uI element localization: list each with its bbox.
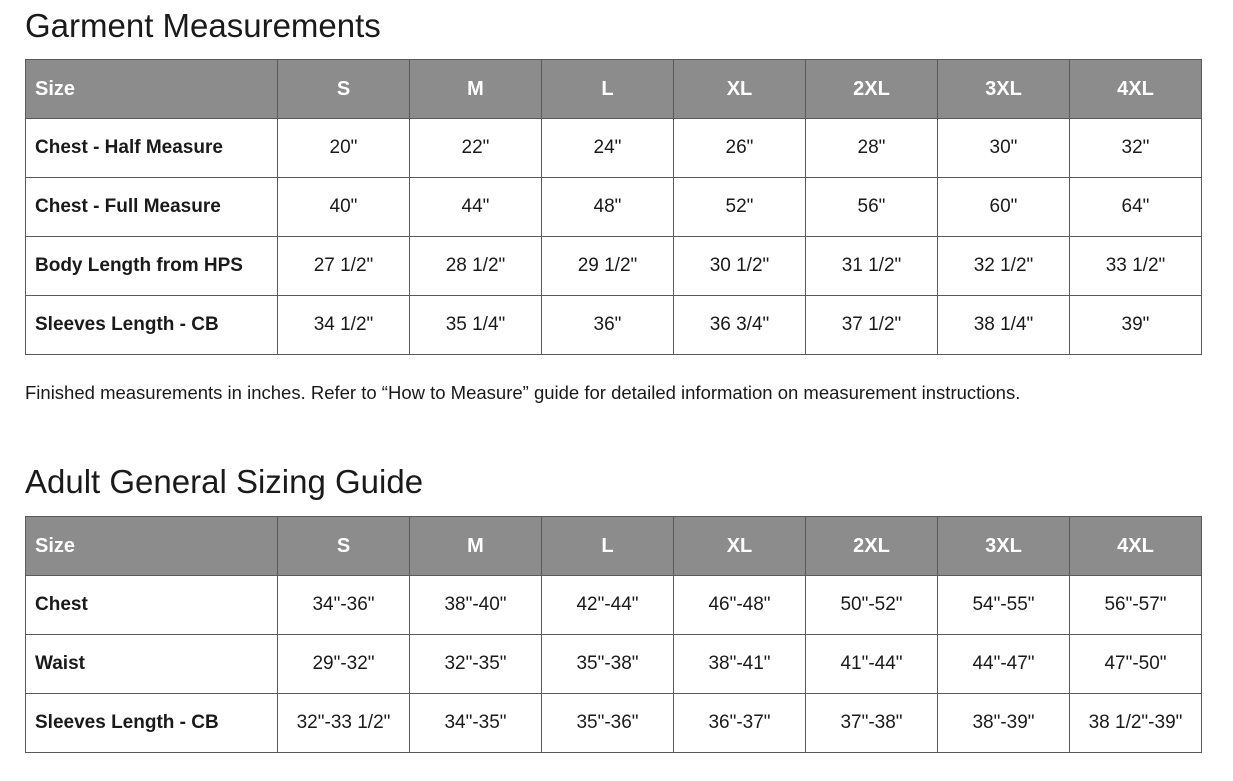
- header-cell-l: L: [542, 60, 674, 119]
- table-cell: 29"-32": [278, 635, 410, 694]
- header-cell-s: S: [278, 517, 410, 576]
- table-cell: 32": [1070, 119, 1202, 178]
- measurement-note: Finished measurements in inches. Refer to “How to Measure” guide for detailed information on measurement instructions.: [25, 382, 1021, 403]
- garment-measurements-table: [25, 59, 1202, 355]
- adult-sizing-guide-table: [25, 516, 1202, 753]
- table-cell: 31 1/2": [806, 237, 938, 296]
- table-cell: 34 1/2": [278, 296, 410, 355]
- header-cell-m: M: [410, 60, 542, 119]
- table-cell: 30": [938, 119, 1070, 178]
- row-label: Chest - Half Measure: [26, 119, 278, 178]
- table-cell: 34"-35": [410, 694, 542, 753]
- table-cell: 38"-40": [410, 576, 542, 635]
- table-cell: 41"-44": [806, 635, 938, 694]
- table-cell: 28": [806, 119, 938, 178]
- table-row: [26, 178, 1202, 237]
- table-cell: 56": [806, 178, 938, 237]
- table-cell: 29 1/2": [542, 237, 674, 296]
- table-cell: 39": [1070, 296, 1202, 355]
- header-cell-xl: XL: [674, 517, 806, 576]
- table-cell: 47"-50": [1070, 635, 1202, 694]
- header-cell-xl: XL: [674, 60, 806, 119]
- table-cell: 28 1/2": [410, 237, 542, 296]
- table-cell: 38"-41": [674, 635, 806, 694]
- table-row: [26, 237, 1202, 296]
- table-cell: 50"-52": [806, 576, 938, 635]
- table-cell: 60": [938, 178, 1070, 237]
- table-row: [26, 576, 1202, 635]
- table-cell: 44"-47": [938, 635, 1070, 694]
- table-cell: 44": [410, 178, 542, 237]
- header-cell-4xl: 4XL: [1070, 517, 1202, 576]
- header-cell-s: S: [278, 60, 410, 119]
- table-row: [26, 119, 1202, 178]
- header-cell-3xl: 3XL: [938, 517, 1070, 576]
- table-cell: 36 3/4": [674, 296, 806, 355]
- table-cell: 38"-39": [938, 694, 1070, 753]
- table-cell: 32"-35": [410, 635, 542, 694]
- table-cell: 33 1/2": [1070, 237, 1202, 296]
- table-cell: 26": [674, 119, 806, 178]
- table-cell: 34"-36": [278, 576, 410, 635]
- table-cell: 52": [674, 178, 806, 237]
- table-cell: 38 1/2"-39": [1070, 694, 1202, 753]
- table-row: [26, 635, 1202, 694]
- adult-sizing-guide-title: Adult General Sizing Guide: [25, 463, 424, 500]
- table-cell: 36"-37": [674, 694, 806, 753]
- garment-measurements-title: Garment Measurements: [25, 7, 381, 44]
- table-cell: 37 1/2": [806, 296, 938, 355]
- header-cell-2xl: 2XL: [806, 517, 938, 576]
- header-cell-l: L: [542, 517, 674, 576]
- table-cell: 40": [278, 178, 410, 237]
- table-cell: 35"-38": [542, 635, 674, 694]
- table-cell: 22": [410, 119, 542, 178]
- row-label: Chest - Full Measure: [26, 178, 278, 237]
- row-label: Sleeves Length - CB: [26, 296, 278, 355]
- header-cell-size: Size: [26, 60, 278, 119]
- table-cell: 48": [542, 178, 674, 237]
- row-label: Sleeves Length - CB: [26, 694, 278, 753]
- table-cell: 37"-38": [806, 694, 938, 753]
- table-cell: 42"-44": [542, 576, 674, 635]
- table-cell: 32"-33 1/2": [278, 694, 410, 753]
- table-cell: 30 1/2": [674, 237, 806, 296]
- table-cell: 35"-36": [542, 694, 674, 753]
- header-cell-2xl: 2XL: [806, 60, 938, 119]
- row-label: Body Length from HPS: [26, 237, 278, 296]
- table-header-row: [26, 60, 1202, 119]
- row-label: Waist: [26, 635, 278, 694]
- table-cell: 36": [542, 296, 674, 355]
- table-cell: 20": [278, 119, 410, 178]
- table-cell: 54"-55": [938, 576, 1070, 635]
- row-label: Chest: [26, 576, 278, 635]
- table-cell: 56"-57": [1070, 576, 1202, 635]
- table-cell: 35 1/4": [410, 296, 542, 355]
- table-cell: 38 1/4": [938, 296, 1070, 355]
- table-row: [26, 694, 1202, 753]
- header-cell-3xl: 3XL: [938, 60, 1070, 119]
- header-cell-m: M: [410, 517, 542, 576]
- table-cell: 27 1/2": [278, 237, 410, 296]
- header-cell-4xl: 4XL: [1070, 60, 1202, 119]
- header-cell-size: Size: [26, 517, 278, 576]
- table-cell: 32 1/2": [938, 237, 1070, 296]
- table-header-row: [26, 517, 1202, 576]
- table-cell: 46"-48": [674, 576, 806, 635]
- table-row: [26, 296, 1202, 355]
- table-cell: 24": [542, 119, 674, 178]
- table-cell: 64": [1070, 178, 1202, 237]
